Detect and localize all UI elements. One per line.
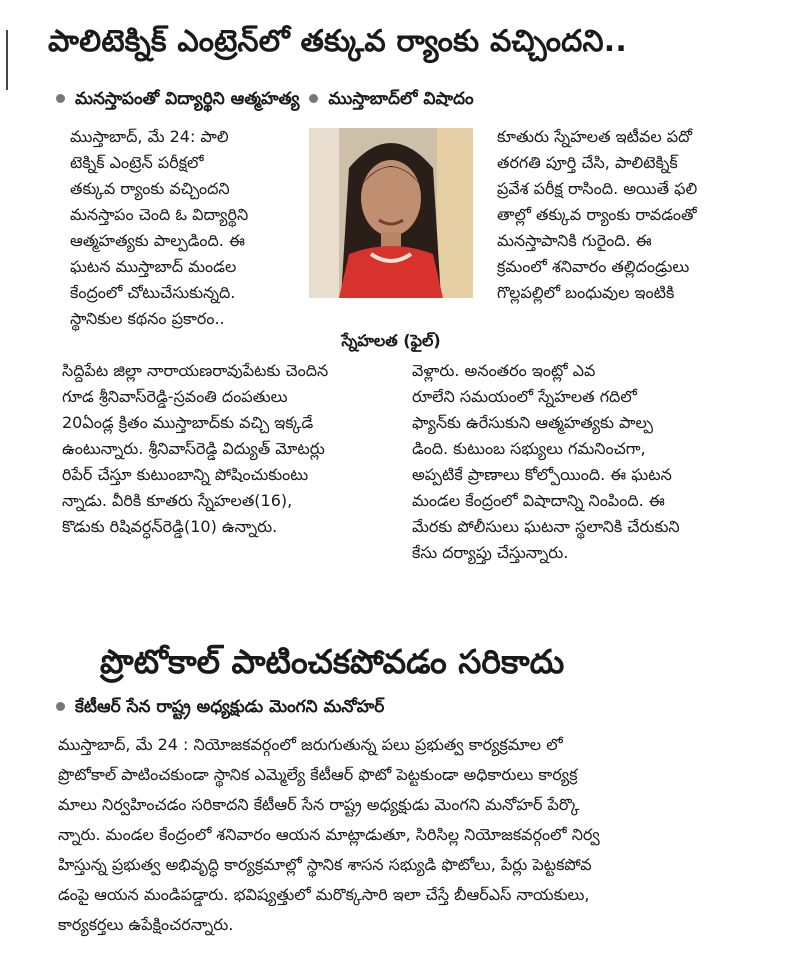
article2-subhead: కేటీఆర్ సేన రాష్ట్ర అధ్యక్షుడు మెంగని మనోహర్: [75, 697, 385, 717]
article2-body: ముస్తాబాద్, మే 24 : నియోజకవర్గంలో జరుగుతున్న పలు ప్రభుత్వ కార్యక్రమాల లో ప్రొటోకాల్ పాటించకుండా స్థానిక ఎమ్మెల్యే కేటీఆర్ ఫొటో పెట్టకుండా అధికారులు కార్యక్ర మాలు నిర్వహించడం సరికాదని కేటీఆర్ సేన రాష్ట్ర అధ్యక్షుడు మెంగని మనోహర్ పేర్కొ న్నారు. మండల కేంద్రంలో శనివారం ఆయన మాట్లాడుతూ, సిరిసిల్ల నియోజకవర్గంలో నిర్వ హిస్తున్న ప్రభుత్వ అభివృద్ధి కార్యక్రమాల్లో స్థానిక శాసన సభ్యుడి ఫొటోలు, పేర్లు పెట్టకపోవ డంపై ఆయన మండిపడ్డారు. భవిష్యత్తులో మరొక్కసారి ఇలా చేస్తే బీఆర్ఎస్ నాయకులు, కార్యకర్తలు ఉపేక్షించరన్నారు.: [58, 735, 600, 934]
student-photo: [309, 128, 473, 298]
bullet-icon: [309, 94, 318, 103]
article2-subhead-line: [52, 694, 752, 720]
article1-subhead-2: ముస్తాబాద్‌లో విషాదం: [328, 89, 474, 109]
article1-subheads: [52, 86, 792, 112]
student-portrait-image: [309, 128, 473, 298]
bullet-icon: [56, 702, 65, 711]
margin-rule: [6, 30, 8, 90]
article1-column-1-continued: సిద్దిపేట జిల్లా నారాయణరావుపేటకు చెందిన గూడ శ్రీనివాస్‌రెడ్డి-స్రవంతి దంపతులు 20ఏండ్ల క్రితం ముస్తాబాద్‌కు వచ్చి ఇక్కడే ఉంటున్నారు. శ్రీనివాస్‌రెడ్డి విద్యుత్ మోటర్లు రిపేర్ చేస్తూ కుటుంబాన్ని పోషించుకుంటు న్నాడు. వీరికి కూతరు స్నేహలత(16), కొడుకు రిషివర్ధన్‌రెడ్డి(10) ఉన్నారు.: [62, 361, 329, 536]
article1-column-3: కూతురు స్నేహలత ఇటీవల పదో తరగతి పూర్తి చేసి, పాలిటెక్నిక్ ప్రవేశ పరీక్ష రాసింది. అయితే ఫలి తాల్లో తక్కువ ర్యాంకు రావడంతో మనస్తాపానికి గురైంది. ఈ క్రమంలో శనివారం తల్లిదండ్రులు గొల్లపల్లిలో బంధువుల ఇంటికి: [497, 127, 698, 302]
photo-caption: స్నేహలత (ఫైల్): [341, 331, 441, 350]
article2-headline: ప్రొటోకాల్ పాటించకపోవడం సరికాదు: [100, 642, 565, 681]
article1-column-1: ముస్తాబాద్, మే 24: పాలి టెక్నిక్ ఎంట్రెన్ పరీక్షలో తక్కువ ర్యాంకు వచ్చిందని మనస్తాపం చెంది ఓ విద్యార్థిని ఆత్మహత్యకు పాల్పడింది. ఈ ఘటన ముస్తాబాద్ మండల కేంద్రంలో చోటుచేసుకున్నది. స్థానికుల కథనం ప్రకారం..: [70, 127, 249, 328]
bullet-icon: [56, 94, 65, 103]
article1-headline: పాలిటెక్నిక్ ఎంట్రెన్‌లో తక్కువ ర్యాంకు వచ్చిందని..: [48, 24, 627, 59]
article1-subhead-1: మనస్తాపంతో విద్యార్థిని ఆత్మహత్య: [75, 89, 300, 109]
article1-column-3-continued: వెళ్లారు. అనంతరం ఇంట్లో ఎవ రూలేని సమయంలో స్నేహలత గదిలో ఫ్యాన్‌కు ఉరేసుకుని ఆత్మహత్యకు పాల్ప డింది. కుటుంబ సభ్యులు గమనించగా, అప్పటికే ప్రాణాలు కోల్పోయింది. ఈ ఘటన మండల కేంద్రంలో విషాదాన్ని నింపింది. ఈ మేరకు పోలీసులు ఘటనా స్థలానికి చేరుకుని కేసు దర్యాప్తు చేస్తున్నారు.: [412, 361, 680, 562]
